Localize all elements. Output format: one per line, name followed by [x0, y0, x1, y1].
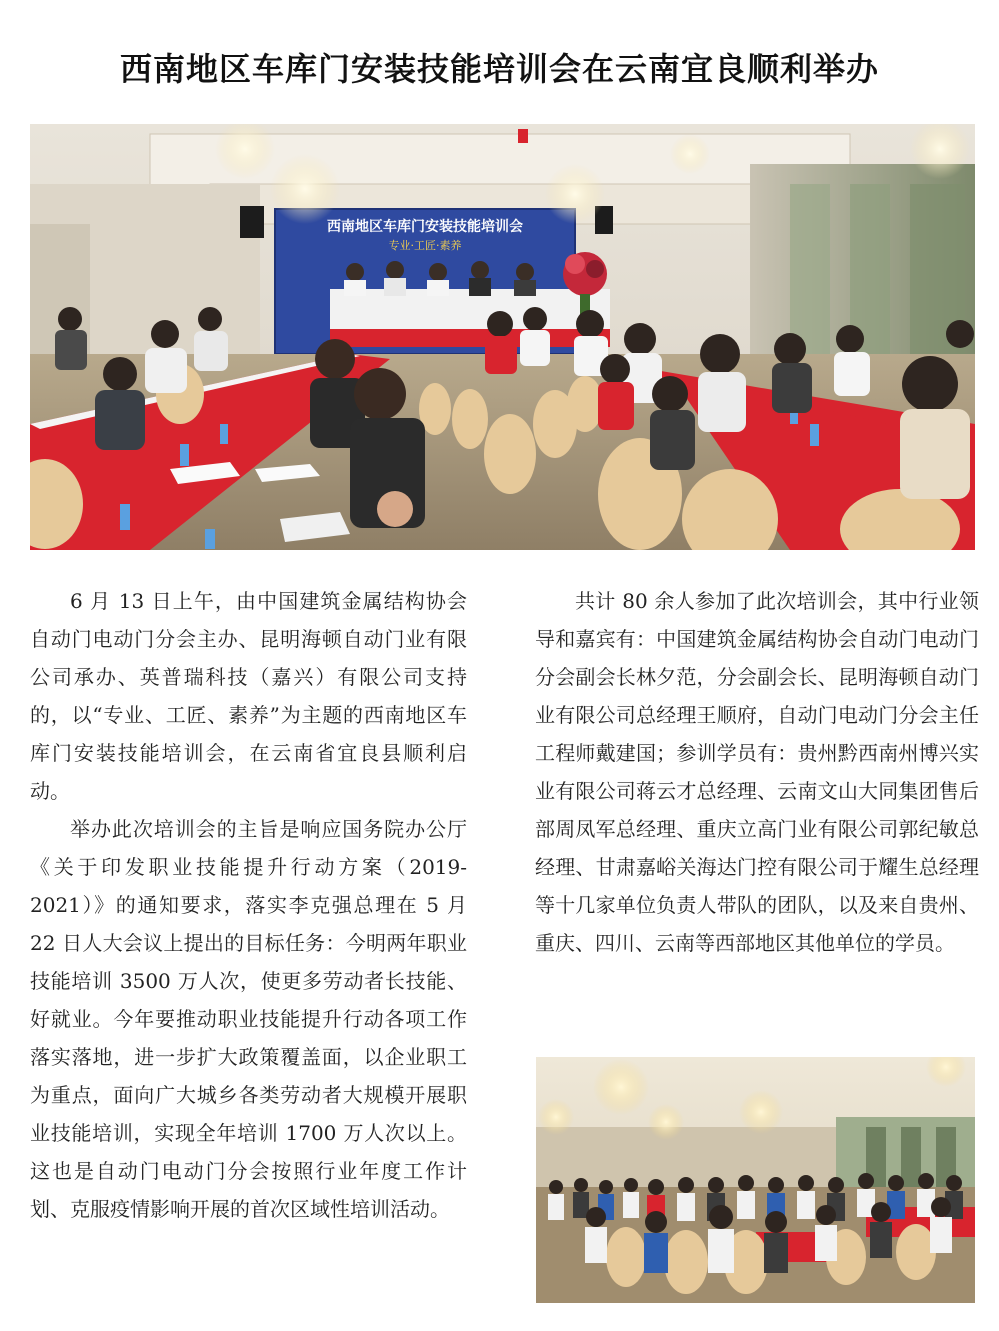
paragraph: 6 月 13 日上午，由中国建筑金属结构协会自动门电动门分会主办、昆明海顿自动门业有限公司承办、英普瑞科技（嘉兴）有限公司支持的，以“专业、工匠、素养”为主题的西南地区车库门安装技能培训会，在云南省宜良县顺利启动。: [30, 589, 467, 803]
banner-subtitle: 专业·工匠·素养: [388, 239, 462, 252]
article-body-right: [535, 582, 979, 962]
paragraph: 共计 80 余人参加了此次培训会，其中行业领导和嘉宾有：中国建筑金属结构协会自动门电动门分会副会长林夕范，分会副会长、昆明海顿自动门业有限公司总经理王顺府，自动门电动门分会主任工程师戴建国；参训学员有：贵州黔西南州博兴实业有限公司蒋云才总经理、云南文山大同集团售后部周凤军总经理、重庆立高门业有限公司郭纪敏总经理、甘肃嘉峪关海达门控有限公司于耀生总经理等十几家单位负责人带队的团队，以及来自贵州、重庆、四川、云南等西部地区其他单位的学员。: [535, 589, 979, 955]
article-title: 西南地区车库门安装技能培训会在云南宜良顺利举办: [119, 50, 879, 88]
article-body-left: [30, 582, 467, 1228]
banner-title: 西南地区车库门安装技能培训会: [327, 219, 523, 235]
audience-photo: [536, 1057, 975, 1303]
paragraph: 举办此次培训会的主旨是响应国务院办公厅《关于印发职业技能提升行动方案（2019-2021）》的通知要求，落实李克强总理在 5 月 22 日人大会议上提出的目标任务：今明两年职业技能培训 3500 万人次，使更多劳动者长技能、好就业。今年要推动职业技能提升行动各项工作落实落地，进一步扩大政策覆盖面，以企业职工为重点，面向广大城乡各类劳动者大规模开展职业技能培训，实现全年培训 1700 万人次以上。这也是自动门电动门分会按照行业年度工作计划、克服疫情影响开展的首次区域性培训活动。: [30, 817, 467, 1221]
conference-hall-photo: [30, 124, 975, 550]
